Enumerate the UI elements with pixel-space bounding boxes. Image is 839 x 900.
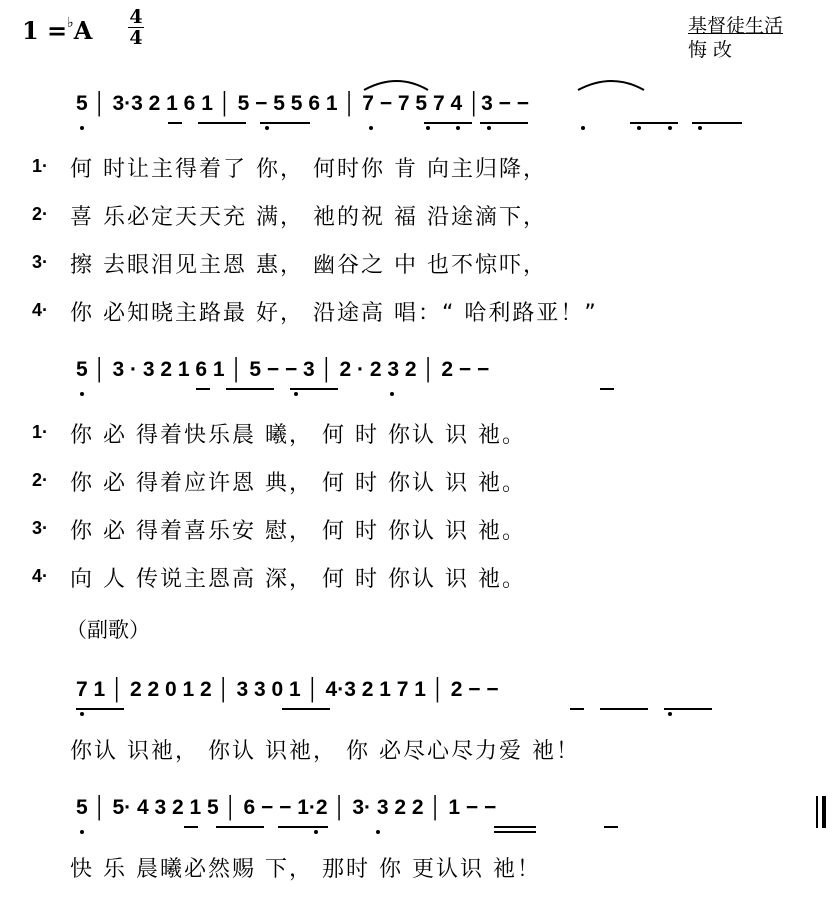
underline [600,708,648,710]
low-dot [456,126,460,130]
low-dot [369,126,373,130]
chorus-lyric-1: 你认 识祂， 你认 识祂， 你 必尽心尽力爱 祂！ [70,739,580,764]
lyric-line: 你 必 得着快乐晨 曦， 何 时 你认 识 祂。 [70,423,526,448]
low-dot [80,392,84,396]
low-dot [668,712,672,716]
verse-number: 4· [32,300,49,320]
verse-number: 4· [32,566,49,586]
low-dot [80,712,84,716]
underline [600,388,614,390]
chorus-lyric-2: 快 乐 晨曦必然赐 下， 那时 你 更认识 祂！ [70,857,541,882]
lyric-line: 你 必 得着应许恩 典， 何 时 你认 识 祂。 [70,471,526,496]
underline [226,388,274,390]
underline [664,708,712,710]
chorus-label: （副歌） [66,618,150,642]
underline [480,122,528,124]
underline [216,826,264,828]
notation-line-3: 7 1 │ 2 2 0 1 2 │ 3 3 0 1 │ 4·3 2 1 7 1 │ 2 − − [76,678,499,701]
notation-line-2: 5 │ 3 · 3 2 1 6 1 │ 5 − − 3 │ 2 · 2 3 2 │ 2 − − [76,358,490,381]
final-barline-thin [816,796,818,828]
key-signature: 1 =♭A [22,15,93,45]
underline [692,122,742,124]
verse-number: 2· [32,204,49,224]
underline [494,831,536,833]
underline [494,826,536,828]
low-dot [668,126,672,130]
lyric-line: 向 人 传说主恩高 深， 何 时 你认 识 祂。 [70,567,526,592]
lyric-line: 喜 乐必定天天充 满， 祂的祝 福 沿途滴下， [70,205,547,230]
meter-bottom: 4 [129,27,143,49]
low-dot [314,830,318,834]
source-credit: 基督徒生活 [688,15,784,37]
low-dot [80,126,84,130]
flat-sign: ♭ [67,15,74,31]
lyric-line: 你 必知晓主路最 好， 沿途高 唱：“ 哈利路亚！” [70,301,598,326]
low-dot [390,392,394,396]
verse-number: 3· [32,252,49,272]
low-dot [426,126,430,130]
final-barline-thick [822,796,826,828]
underline [630,122,678,124]
meter-top: 4 [129,6,143,28]
underline [278,826,328,828]
underline [184,826,198,828]
low-dot [698,126,702,130]
underline [76,708,124,710]
underline [570,708,584,710]
underline [424,122,472,124]
verse-number: 1· [32,156,49,176]
underline [604,826,618,828]
lyric-line: 何 时让主得着了 你， 何时你 肯 向主归降， [70,157,547,182]
verse-number: 3· [32,518,49,538]
low-dot [80,830,84,834]
slur-1 [362,76,432,92]
underline [168,122,182,124]
verse-number: 2· [32,470,49,490]
low-dot [581,126,585,130]
lyric-line: 擦 去眼泪见主恩 惠， 幽谷之 中 也不惊吓， [70,253,547,278]
notation-line-1: 5 │ 3·3 2 1 6 1 │ 5 − 5 5 6 1 │ 7 − 7 5 7 4 │3 − − [76,92,529,115]
lyric-line: 你 必 得着喜乐安 慰， 何 时 你认 识 祂。 [70,519,526,544]
underline [282,708,330,710]
low-dot [637,126,641,130]
time-signature [128,8,144,47]
low-dot [294,392,298,396]
arranger-credit: 悔 改 [688,39,733,61]
underline [260,122,310,124]
low-dot [487,126,491,130]
low-dot [265,126,269,130]
verse-number: 1· [32,422,49,442]
low-dot [376,830,380,834]
underline [196,388,210,390]
underline [198,122,246,124]
underline [290,388,338,390]
slur-2 [576,76,648,92]
notation-line-4: 5 │ 5· 4 3 2 1 5 │ 6 − − 1·2 │ 3· 3 2 2 │ 1 − − [76,796,497,819]
